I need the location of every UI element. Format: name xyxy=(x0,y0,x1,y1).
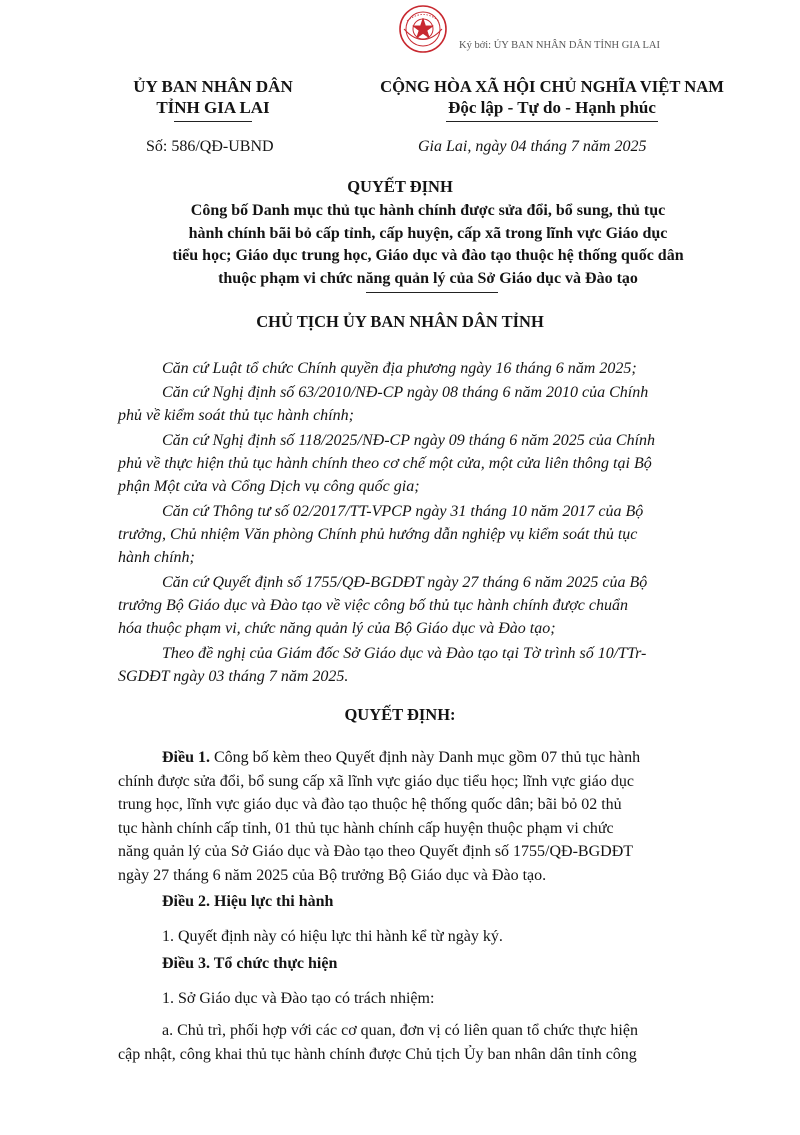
article-1 xyxy=(118,746,748,887)
legal-basis xyxy=(118,500,746,569)
article-2-text: 1. Quyết định này có hiệu lực thi hành kể từ ngày ký. xyxy=(162,928,503,945)
basis-line: phận Một cửa và Cổng Dịch vụ công quốc gia; xyxy=(118,478,420,495)
subtitle-line: Công bố Danh mục thủ tục hành chính được sửa đổi, bổ sung, thủ tục xyxy=(190,202,666,219)
subtitle-line: hành chính bãi bỏ cấp tỉnh, cấp huyện, cấp xã trong lĩnh vực Giáo dục xyxy=(188,224,668,242)
legal-basis xyxy=(118,357,746,380)
article-3-item-1 xyxy=(118,987,748,1011)
article-2-heading: Điều 2. Hiệu lực thi hành xyxy=(162,893,334,910)
article-1-line: tục hành chính cấp tỉnh, 01 thủ tục hành chính cấp huyện thuộc phạm vi chức xyxy=(118,819,614,837)
agency-underline xyxy=(174,121,252,122)
basis-line: SGDĐT ngày 03 tháng 7 năm 2025. xyxy=(118,668,349,685)
issuing-authority: CHỦ TỊCH ỦY BAN NHÂN DÂN TỈNH xyxy=(256,312,544,331)
article-1-heading: Điều 1. xyxy=(162,749,210,766)
document-number: Số: 586/QĐ-UBND xyxy=(146,138,274,155)
basis-line: Căn cứ Thông tư số 02/2017/TT-VPCP ngày 31 tháng 10 năm 2017 của Bộ xyxy=(162,503,644,520)
legal-basis xyxy=(118,642,746,688)
place-and-date: Gia Lai, ngày 04 tháng 7 năm 2025 xyxy=(418,138,647,155)
national-motto: Độc lập - Tự do - Hạnh phúc xyxy=(448,98,656,117)
article-1-line: trung học, lĩnh vực giáo dục và đào tạo thuộc hệ thống quốc dân; bãi bỏ 02 thủ xyxy=(118,796,622,813)
article-1-line: năng quản lý của Sở Giáo dục và Đào tạo theo Quyết định số 1755/QĐ-BGDĐT xyxy=(118,843,634,860)
digital-signature-caption: Ký bởi: ỦY BAN NHÂN DÂN TỈNH GIA LAI xyxy=(459,40,660,51)
legal-basis xyxy=(118,429,746,498)
legal-basis xyxy=(118,381,746,427)
state-emblem-seal-icon xyxy=(398,4,448,54)
article-1-line: chính được sửa đổi, bổ sung cấp xã lĩnh vực giáo dục tiểu học; lĩnh vực giáo dục xyxy=(118,772,634,790)
basis-line: Theo đề nghị của Giám đốc Sở Giáo dục và Đào tạo tại Tờ trình số 10/TTr- xyxy=(162,645,647,662)
document-subtitle xyxy=(118,200,738,290)
motto-underline xyxy=(446,121,658,122)
nation-name: CỘNG HÒA XÃ HỘI CHỦ NGHĨA VIỆT NAM xyxy=(380,77,724,96)
article-1-text: Công bố kèm theo Quyết định này Danh mục gồm 07 thủ tục hành xyxy=(210,749,641,766)
subtitle-line: thuộc phạm vi chức năng quản lý của Sở Giáo dục và Đào tạo xyxy=(218,269,638,287)
basis-line: hóa thuộc phạm vi, chức năng quản lý của Bộ Giáo dục và Đào tạo; xyxy=(118,620,556,637)
basis-line: Căn cứ Nghị định số 63/2010/NĐ-CP ngày 08 tháng 6 năm 2010 của Chính xyxy=(162,384,649,401)
basis-line: hành chính; xyxy=(118,549,195,566)
article-1-line xyxy=(118,746,748,770)
national-header xyxy=(342,76,762,122)
basis-line: trưởng Bộ Giáo dục và Đào tạo về việc công bố thủ tục hành chính được chuẩn xyxy=(118,597,628,614)
basis-line: trưởng, Chủ nhiệm Văn phòng Chính phủ hướng dẫn nghiệp vụ kiểm soát thủ tục xyxy=(118,526,638,543)
subtitle-line: tiểu học; Giáo dục trung học, Giáo dục và đào tạo thuộc hệ thống quốc dân xyxy=(172,247,684,264)
basis-line: Căn cứ Nghị định số 118/2025/NĐ-CP ngày 09 tháng 6 năm 2025 của Chính xyxy=(162,432,656,449)
basis-line: Căn cứ Luật tổ chức Chính quyền địa phương ngày 16 tháng 6 năm 2025; xyxy=(162,360,637,377)
legal-basis xyxy=(118,571,746,640)
basis-line: Căn cứ Quyết định số 1755/QĐ-BGDĐT ngày 27 tháng 6 năm 2025 của Bộ xyxy=(162,574,648,591)
article-3-item-a xyxy=(118,1019,748,1066)
agency-line-2: TỈNH GIA LAI xyxy=(156,98,270,117)
article-3-item-a-line: a. Chủ trì, phối hợp với các cơ quan, đơn vị có liên quan tổ chức thực hiện xyxy=(162,1022,638,1039)
issuing-agency xyxy=(108,76,318,122)
agency-line-1: ỦY BAN NHÂN DÂN xyxy=(133,77,293,96)
decision-heading: QUYẾT ĐỊNH: xyxy=(344,705,456,724)
document-type-title: QUYẾT ĐỊNH xyxy=(347,177,453,196)
article-2 xyxy=(118,925,748,949)
subtitle-underline xyxy=(366,292,498,293)
article-3-item-1-text: 1. Sở Giáo dục và Đào tạo có trách nhiệm: xyxy=(162,990,435,1007)
basis-line: phủ về thực hiện thủ tục hành chính theo cơ chế một cửa, một cửa liên thông tại Bộ xyxy=(118,455,652,472)
article-1-line: ngày 27 tháng 6 năm 2025 của Bộ trưởng Bộ Giáo dục và Đào tạo. xyxy=(118,866,547,884)
article-3-heading: Điều 3. Tổ chức thực hiện xyxy=(162,955,338,972)
basis-line: phủ về kiểm soát thủ tục hành chính; xyxy=(118,407,354,424)
article-3-item-a-line: cập nhật, công khai thủ tục hành chính được Chủ tịch Ủy ban nhân dân tỉnh công xyxy=(118,1045,637,1063)
